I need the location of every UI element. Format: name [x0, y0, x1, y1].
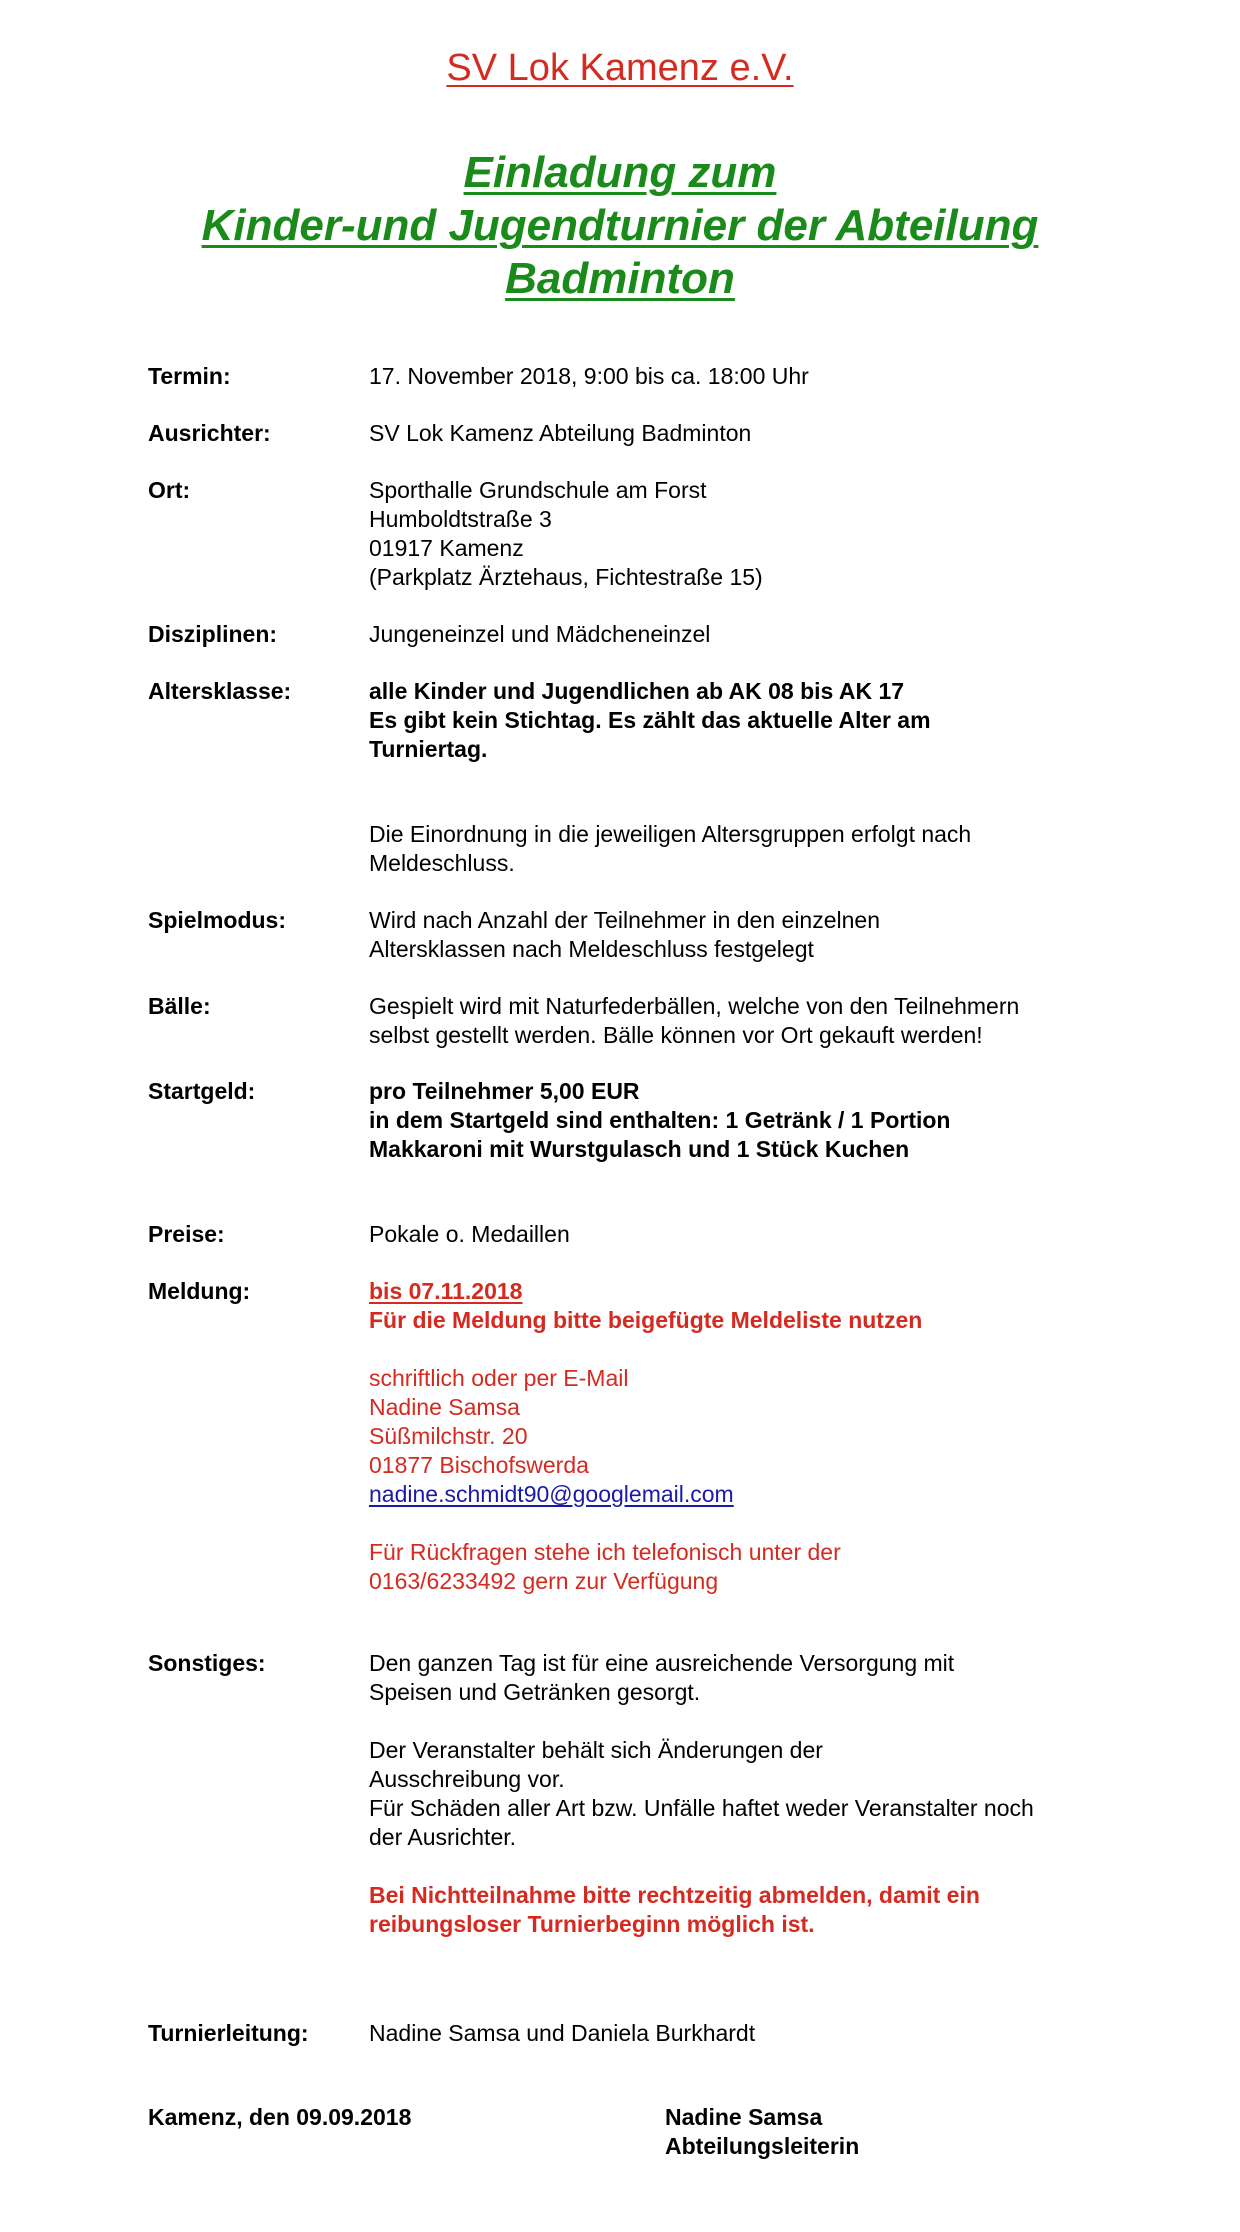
- field-value: SV Lok Kamenz Abteilung Badminton: [369, 420, 752, 446]
- field-label: Termin:: [148, 363, 231, 389]
- field-value: pro Teilnehmer 5,00 EUR in dem Startgeld sind enthalten: 1 Getränk / 1 Portion Makkaroni mit Wurstgulasch und 1 Stück Kuchen: [369, 1078, 951, 1162]
- field-label: Startgeld:: [148, 1078, 256, 1104]
- field-value: Wird nach Anzahl der Teilnehmer in den einzelnen Altersklassen nach Meldeschluss festgelegt: [369, 907, 880, 962]
- field-label: Turnierleitung:: [148, 2020, 309, 2046]
- field-label: Spielmodus:: [148, 907, 287, 933]
- field-label: Ausrichter:: [148, 420, 271, 446]
- field-value: Jungeneinzel und Mädcheneinzel: [369, 621, 711, 647]
- field-value: bis 07.11.2018 Für die Meldung bitte beigefügte Meldeliste nutzen schriftlich oder per E-Mail Nadine Samsa Süßmilchstr. 20 01877 Bischofswerda nadine.schmidt90@googlemail.com Für Rückfragen stehe ich telefonisch unter der 0163/6233492 gern zur Verfügung: [369, 1277, 1129, 1596]
- place-date: Kamenz, den 09.09.2018: [148, 2104, 412, 2130]
- field-label: Preise:: [148, 1221, 225, 1247]
- signer-role: Abteilungsleiterin: [665, 2133, 860, 2159]
- field-value: Sporthalle Grundschule am Forst Humboldtstraße 3 01917 Kamenz (Parkplatz Ärztehaus, Fichtestraße 15): [369, 477, 763, 590]
- field-label: Ort:: [148, 477, 191, 503]
- field-label: Disziplinen:: [148, 621, 278, 647]
- signature-block: [665, 2103, 859, 2161]
- meldung-deadline: bis 07.11.2018: [369, 1278, 523, 1304]
- warning-text: Bei Nichtteilnahme bitte rechtzeitig abmelden, damit ein: [369, 1882, 980, 1908]
- field-value: Die Einordnung in die jeweiligen Altersgruppen erfolgt nach Meldeschluss.: [369, 821, 972, 876]
- field-label: Sonstiges:: [148, 1650, 266, 1676]
- field-value: alle Kinder und Jugendlichen ab AK 08 bis AK 17 Es gibt kein Stichtag. Es zählt das aktuelle Alter am Turniertag.: [369, 678, 931, 762]
- meldung-instruction: Für die Meldung bitte beigefügte Meldeliste nutzen: [369, 1307, 923, 1333]
- signer-name: Nadine Samsa: [665, 2104, 823, 2130]
- field-value: Den ganzen Tag ist für eine ausreichende Versorgung mit Speisen und Getränken gesorgt. Der Veranstalter behält sich Änderungen der Ausschreibung vor. Für Schäden aller Art bzw. Unfälle haftet weder Veranstalter noch der Ausrichter. Bei Nichtteilnahme bitte rechtzeitig abmelden, damit ein reibungsloser Turnierbeginn möglich ist.: [369, 1649, 1129, 1939]
- warning-text: reibungsloser Turnierbeginn möglich ist.: [369, 1911, 815, 1937]
- field-label: Meldung:: [148, 1278, 251, 1304]
- field-label: Altersklasse:: [148, 678, 292, 704]
- email-link[interactable]: nadine.schmidt90@googlemail.com: [369, 1481, 734, 1507]
- club-name: SV Lok Kamenz e.V.: [446, 47, 794, 89]
- field-label: Bälle:: [148, 993, 211, 1019]
- field-value: Nadine Samsa und Daniela Burkhardt: [369, 2020, 756, 2046]
- field-value: Pokale o. Medaillen: [369, 1221, 570, 1247]
- title-line-2: Kinder-und Jugendturnier der Abteilung: [201, 201, 1039, 250]
- page-title: [0, 146, 1240, 305]
- title-line-3: Badminton: [505, 254, 735, 303]
- field-value: 17. November 2018, 9:00 bis ca. 18:00 Uhr: [369, 363, 809, 389]
- title-line-1: Einladung zum: [463, 148, 777, 197]
- field-value: Gespielt wird mit Naturfederbällen, welche von den Teilnehmern selbst gestellt werden. Bälle können vor Ort gekauft werden!: [369, 993, 1020, 1048]
